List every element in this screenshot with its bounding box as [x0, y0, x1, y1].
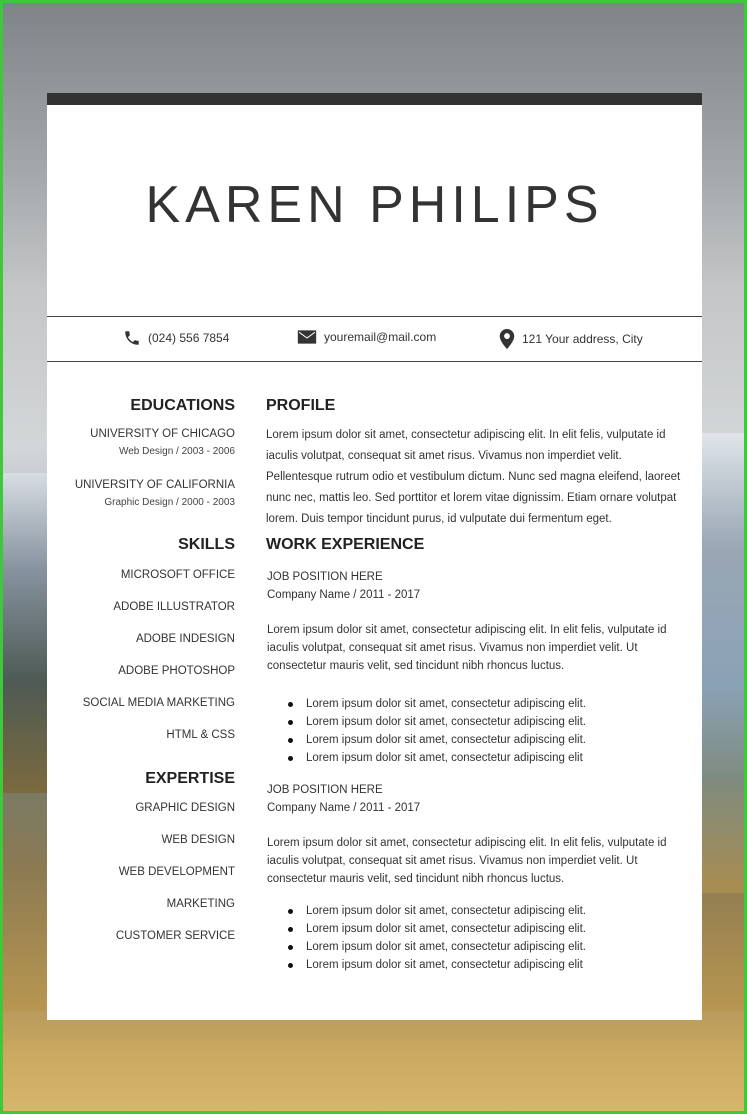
bullet-text: Lorem ipsum dolor sit amet, consectetur adipiscing elit [306, 959, 583, 971]
bullet-icon [288, 909, 293, 914]
list-item [266, 713, 586, 731]
bullet-text: Lorem ipsum dolor sit amet, consectetur adipiscing elit. [306, 941, 586, 953]
bullet-icon [288, 720, 293, 725]
contact-phone [123, 329, 229, 347]
job-description-line: Lorem ipsum dolor sit amet, consectetur adipiscing elit. In elit felis, vulputate id [267, 837, 667, 849]
resume-sheet [47, 105, 702, 1020]
bullet-text: Lorem ipsum dolor sit amet, consectetur adipiscing elit. [306, 716, 586, 728]
expertise-item: WEB DEVELOPMENT [118, 866, 235, 878]
expertise-heading: EXPERTISE [145, 770, 235, 787]
list-item [266, 749, 586, 767]
bullet-text: Lorem ipsum dolor sit amet, consectetur adipiscing elit. [306, 923, 586, 935]
profile-heading: PROFILE [266, 397, 336, 414]
bullet-icon [288, 945, 293, 950]
email-text: youremail@mail.com [324, 330, 437, 344]
job-bullet-list [266, 695, 586, 767]
contact-email [297, 329, 436, 345]
grassland-decoration [3, 1011, 744, 1111]
job-title: JOB POSITION HERE [267, 784, 383, 796]
bullet-text: Lorem ipsum dolor sit amet, consectetur adipiscing elit [306, 752, 583, 764]
job-description-line: consectetur mauris velit, sed tincidunt nibh rhoncus luctus. [267, 660, 565, 672]
job-description-line: consectetur mauris velit, sed tincidunt nibh rhoncus luctus. [267, 873, 565, 885]
education-detail: Graphic Design / 2000 - 2003 [104, 497, 235, 508]
profile-line: iaculis volutpat, consequat sit amet risus. Vivamus non imperdiet velit. [266, 450, 622, 462]
job-bullet-list [266, 902, 586, 974]
job-description-line: iaculis volutpat, consequat sit amet risus. Vivamus non imperdiet velit. Ut [267, 855, 638, 867]
profile-line: Lorem ipsum dolor sit amet, consectetur adipiscing elit. In elit felis, vulputate id [266, 429, 666, 441]
bullet-text: Lorem ipsum dolor sit amet, consectetur adipiscing elit. [306, 905, 586, 917]
expertise-item: WEB DESIGN [161, 834, 235, 846]
profile-line: lorem. Duis tempor tincidunt purus, id vulputate dui fermentum eget. [266, 513, 612, 525]
list-item [266, 695, 586, 713]
skill-item: MICROSOFT OFFICE [120, 569, 235, 581]
expertise-item: GRAPHIC DESIGN [135, 802, 235, 814]
bullet-icon [288, 756, 293, 761]
bullet-text: Lorem ipsum dolor sit amet, consectetur adipiscing elit. [306, 698, 586, 710]
resume-name: KAREN PHILIPS [145, 176, 604, 234]
job-description-line: Lorem ipsum dolor sit amet, consectetur adipiscing elit. In elit felis, vulputate id [267, 624, 667, 636]
resume-top-bar [47, 93, 702, 105]
job-description-line: iaculis volutpat, consequat sit amet risus. Vivamus non imperdiet velit. Ut [267, 642, 638, 654]
profile-line: nunc nec, mattis leo. Sed porttitor et lorem vitae dignissim. Etiam ornare volutpat [266, 492, 677, 504]
skill-item: ADOBE PHOTOSHOP [118, 665, 235, 677]
contact-address [499, 329, 643, 349]
job-company: Company Name / 2011 - 2017 [267, 589, 421, 601]
education-detail: Web Design / 2003 - 2006 [118, 446, 235, 457]
job-company: Company Name / 2011 - 2017 [267, 802, 421, 814]
job-description [267, 621, 687, 675]
phone-icon [123, 329, 141, 347]
location-pin-icon [499, 329, 515, 349]
education-school: UNIVERSITY OF CALIFORNIA [74, 479, 235, 491]
skill-item: SOCIAL MEDIA MARKETING [82, 697, 235, 709]
list-item [266, 920, 586, 938]
expertise-item: CUSTOMER SERVICE [115, 930, 235, 942]
address-text: 121 Your address, City [522, 332, 643, 346]
work-experience-heading: WORK EXPERIENCE [266, 536, 425, 553]
skill-item: ADOBE ILLUSTRATOR [113, 601, 235, 613]
bullet-icon [288, 738, 293, 743]
bullet-text: Lorem ipsum dolor sit amet, consectetur adipiscing elit. [306, 734, 586, 746]
list-item [266, 902, 586, 920]
phone-text: (024) 556 7854 [148, 331, 230, 345]
list-item [266, 938, 586, 956]
profile-line: Pellentesque rutrum odio et vestibulum dictum. Nunc sed magna eleifend, laoreet [266, 471, 681, 483]
contact-bar [47, 316, 702, 362]
skills-heading: SKILLS [178, 536, 235, 553]
skill-item: HTML & CSS [166, 729, 235, 741]
list-item [266, 956, 586, 974]
profile-text [266, 425, 686, 530]
education-school: UNIVERSITY OF CHICAGO [90, 428, 235, 440]
bullet-icon [288, 702, 293, 707]
list-item [266, 731, 586, 749]
skill-item: ADOBE INDESIGN [135, 633, 235, 645]
bullet-icon [288, 927, 293, 932]
job-description [267, 834, 687, 888]
envelope-icon [297, 329, 317, 345]
educations-heading: EDUCATIONS [130, 397, 235, 414]
job-title: JOB POSITION HERE [267, 571, 383, 583]
expertise-item: MARKETING [166, 898, 235, 910]
bullet-icon [288, 963, 293, 968]
